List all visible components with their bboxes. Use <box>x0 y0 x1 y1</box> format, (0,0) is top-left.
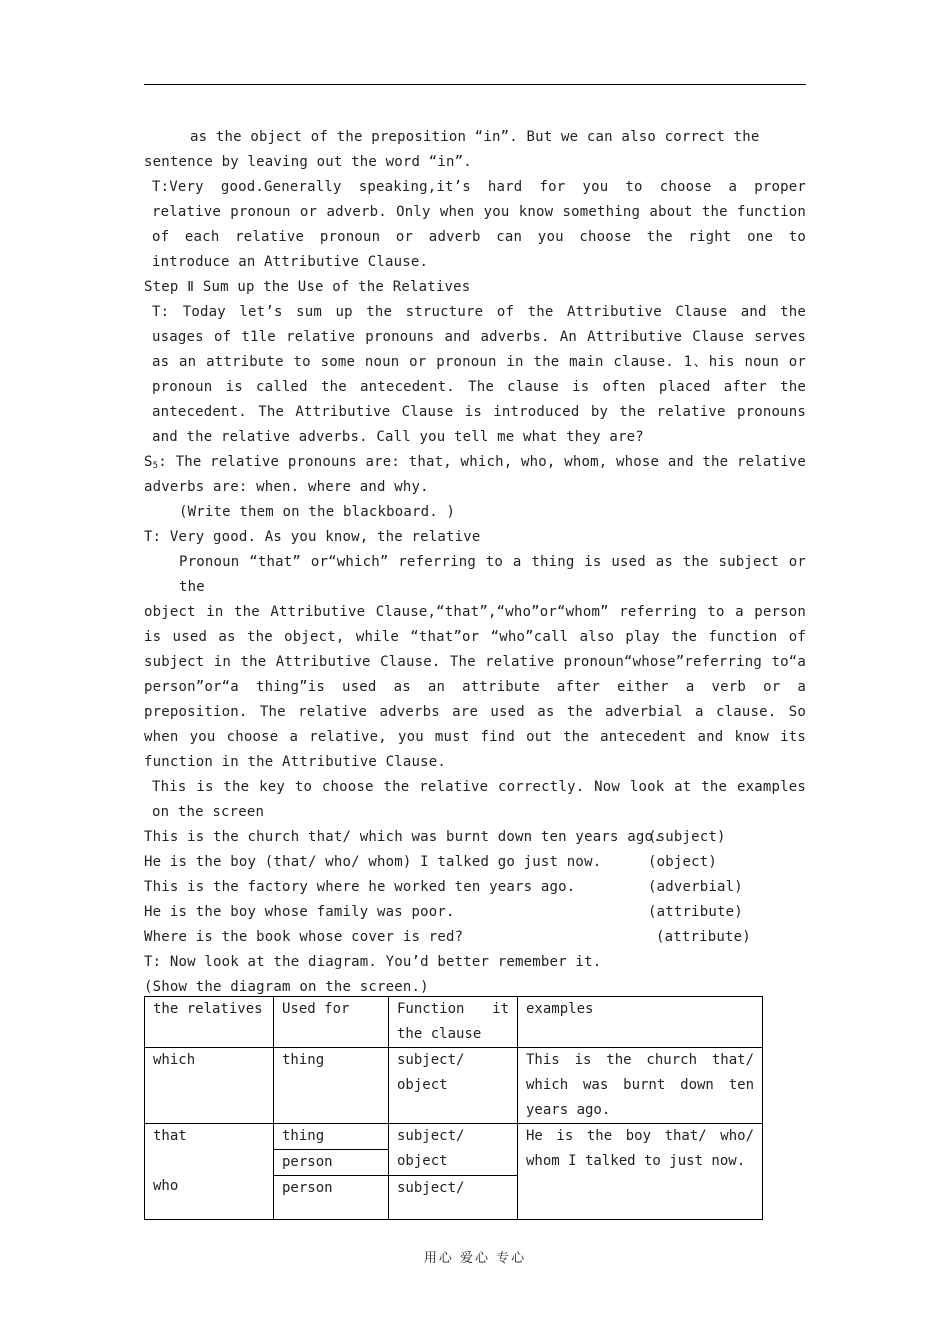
example-label: (object) <box>648 854 718 870</box>
example-line-5 <box>144 925 806 950</box>
paragraph-10: This is the key to choose the relative correctly. Now look at the examples on the screen <box>152 779 806 820</box>
table-cell: person <box>274 1150 389 1176</box>
table-cell: subject/ <box>389 1176 518 1220</box>
example-line-3 <box>144 875 806 900</box>
paragraph-4: T: Today let’s sum up the structure of the Attributive Clause and the usages of t1le relative pronouns and adverbs. An Attributive Clause serves as an attribute to some noun or pronoun in the main clause. 1、his noun or pronoun is called the antecedent. The clause is often placed after the antecedent. The Attributive Clause is introduced by the relative pronouns and the relative adverbs. Call you tell me what they are? <box>152 304 806 445</box>
paragraph-6: (Write them on the blackboard. ) <box>179 504 456 520</box>
function-line: object <box>397 1153 448 1169</box>
table-cell: He is the boy that/ who/ whom I talked to just now. <box>518 1124 763 1220</box>
paragraph-7: T: Very good. As you know, the relative <box>144 529 481 545</box>
header-cell: the relatives <box>145 997 274 1048</box>
paragraph-5 <box>144 450 806 500</box>
paragraph-1b: sentence by leaving out the word “in”. <box>144 154 472 170</box>
example-line-2 <box>144 850 806 875</box>
example-sentence: This is the factory where he worked ten years ago. <box>144 879 576 895</box>
paragraph-2: T:Very good.Generally speaking,it’s hard for you to choose a proper relative pronoun or adverb. Only when you know something about the function of each relative pronoun or adverb can you choose the right one to introduce an Attributive Clause. <box>152 179 806 270</box>
relative-who: who <box>153 1178 179 1194</box>
table-row <box>145 1124 763 1150</box>
example-sentence: This is the church that/ which was burnt down ten years ago. <box>144 829 662 845</box>
header-cell: examples <box>518 997 763 1048</box>
step-heading: Step Ⅱ Sum up the Use of the Relatives <box>144 279 471 295</box>
header-cell: Used for <box>274 997 389 1048</box>
paragraph-9: object in the Attributive Clause,“that”,“who”or“whom” referring to a person is used as the object, while “that”or “who”call also play the function of subject in the Attributive Clause. The relative pronoun“whose”referring to“a person”or“a thing”is used as an attribute after either a verb or a preposition. The relative adverbs are used as the adverbial a clause. So when you choose a relative, you must find out the antecedent and know its function in the Attributive Clause. <box>144 604 806 770</box>
example-line-1 <box>144 825 806 850</box>
table-cell: thing <box>274 1124 389 1150</box>
table-cell: This is the church that/ which was burnt down ten years ago. <box>518 1048 763 1124</box>
paragraph-11: T: Now look at the diagram. You’d better remember it. <box>144 954 602 970</box>
paragraph-8: Pronoun “that” or“which” referring to a thing is used as the subject or the <box>179 554 806 595</box>
example-sentence: Where is the book whose cover is red? <box>144 929 464 945</box>
example-label: (attribute) <box>648 904 743 920</box>
table-cell: which <box>145 1048 274 1124</box>
example-label: (attribute) <box>656 929 751 945</box>
header-rule <box>144 84 806 85</box>
relative-that: that <box>153 1128 187 1144</box>
table-cell <box>389 1124 518 1176</box>
table-cell: subject/ object <box>389 1048 518 1124</box>
relatives-table <box>144 996 763 1220</box>
paragraph-5-text: : The relative pronouns are: that, which, who, whom, whose and the relative adverbs are: when. where and why. <box>144 454 806 495</box>
document-body <box>144 125 806 1000</box>
table-cell: thing <box>274 1048 389 1124</box>
speaker-subscript: 5 <box>152 461 159 471</box>
example-line-4 <box>144 900 806 925</box>
example-sentence: He is the boy (that/ who/ whom) I talked go just now. <box>144 854 602 870</box>
paragraph-12: (Show the diagram on the screen.) <box>144 979 429 995</box>
example-label: (subject) <box>648 829 726 845</box>
example-sentence: He is the boy whose family was poor. <box>144 904 455 920</box>
paragraph-1a: as the object of the preposition “in”. But we can also correct the <box>190 129 760 145</box>
table-cell <box>145 1124 274 1220</box>
page-footer: 用心 爱心 专心 <box>423 1251 527 1266</box>
table-cell: person <box>274 1176 389 1220</box>
function-line: subject/ <box>397 1128 465 1144</box>
table-header-row <box>145 997 763 1048</box>
header-cell: Function it the clause <box>389 997 518 1048</box>
table-row <box>145 1048 763 1124</box>
example-label: (adverbial) <box>648 879 743 895</box>
speaker-label: S <box>144 454 153 470</box>
